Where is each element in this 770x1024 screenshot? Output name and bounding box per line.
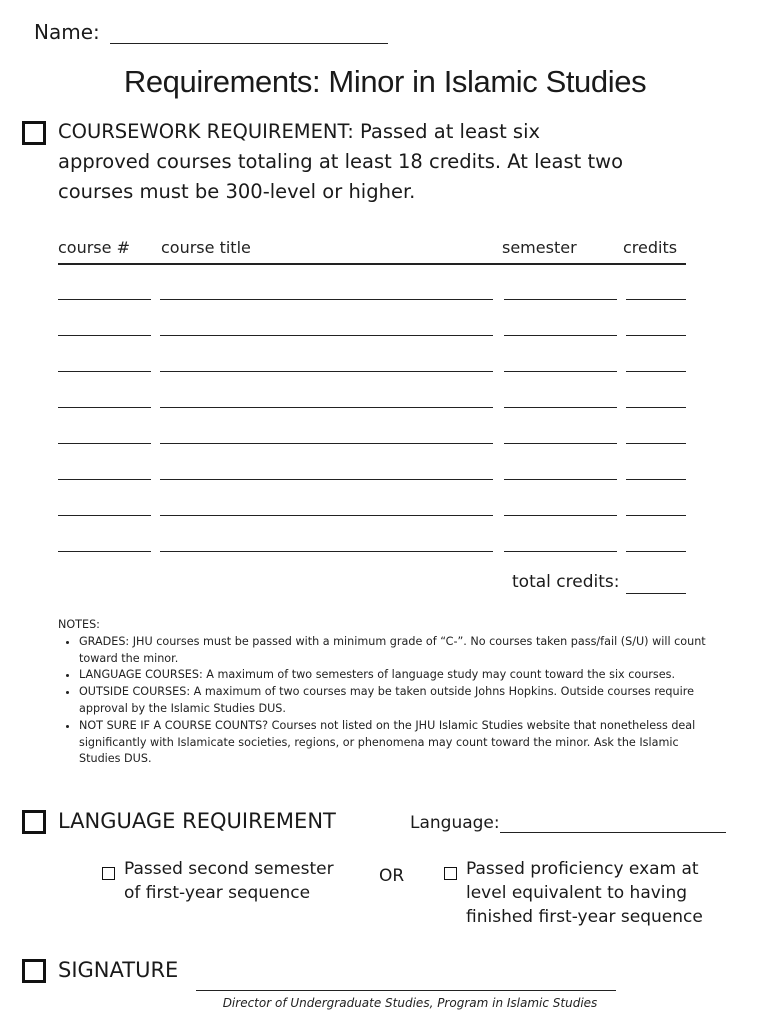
option-proficiency-exam-line-3: finished first-year sequence — [466, 907, 703, 927]
course-number-field[interactable] — [58, 479, 151, 480]
semester-field[interactable] — [504, 551, 617, 552]
coursework-text-line-1: COURSEWORK REQUIREMENT: Passed at least six — [58, 120, 541, 143]
signature-label: SIGNATURE — [58, 958, 179, 982]
notes-heading: NOTES: — [58, 618, 100, 631]
option-second-semester-text — [124, 857, 334, 905]
note-language-courses: • LANGUAGE COURSES: A maximum of two semesters of language study may count toward the six courses. — [79, 667, 718, 684]
credits-field[interactable] — [626, 551, 686, 552]
semester-field[interactable] — [504, 335, 617, 336]
column-header-semester: semester — [502, 238, 577, 257]
column-header-course-title: course title — [161, 238, 251, 257]
total-credits-field[interactable] — [626, 593, 686, 594]
option-proficiency-exam-checkbox[interactable] — [444, 867, 457, 880]
note-outside-courses: • OUTSIDE COURSES: A maximum of two courses may be taken outside Johns Hopkins. Outside courses require approval by the Islamic Studies DUS. — [79, 684, 718, 718]
credits-field[interactable] — [626, 299, 686, 300]
semester-field[interactable] — [504, 407, 617, 408]
coursework-text-line-3: courses must be 300-level or higher. — [58, 180, 416, 203]
option-second-semester-line-2: of first-year sequence — [124, 883, 311, 903]
note-grades: • GRADES: JHU courses must be passed with a minimum grade of “C-”. No courses taken pass/fail (S/U) will count toward the minor. — [79, 634, 718, 668]
credits-field[interactable] — [626, 515, 686, 516]
option-proficiency-exam-text — [466, 857, 703, 929]
course-number-field[interactable] — [58, 551, 151, 552]
course-number-field[interactable] — [58, 515, 151, 516]
language-field-label: Language: — [410, 813, 500, 833]
coursework-requirement-text — [58, 117, 758, 207]
course-number-field[interactable] — [58, 335, 151, 336]
credits-field[interactable] — [626, 335, 686, 336]
course-number-field[interactable] — [58, 299, 151, 300]
credits-field[interactable] — [626, 443, 686, 444]
course-number-field[interactable] — [58, 371, 151, 372]
language-requirement-label: LANGUAGE REQUIREMENT — [58, 809, 336, 833]
option-proficiency-exam-line-2: level equivalent to having — [466, 883, 688, 903]
page-title: Requirements: Minor in Islamic Studies — [123, 64, 647, 99]
semester-field[interactable] — [504, 299, 617, 300]
signature-field[interactable] — [196, 990, 616, 991]
course-title-field[interactable] — [160, 335, 493, 336]
semester-field[interactable] — [504, 371, 617, 372]
credits-field[interactable] — [626, 479, 686, 480]
course-number-field[interactable] — [58, 407, 151, 408]
course-title-field[interactable] — [160, 515, 493, 516]
course-title-field[interactable] — [160, 479, 493, 480]
semester-field[interactable] — [504, 515, 617, 516]
note-course-eligibility: • NOT SURE IF A COURSE COUNTS? Courses not listed on the JHU Islamic Studies website that nonetheless deal significantly with Islamicate societies, regions, or phenomena may count toward the minor. Ask the Islamic Studies DUS. — [79, 718, 718, 768]
or-label: OR — [379, 866, 405, 886]
course-title-field[interactable] — [160, 299, 493, 300]
course-title-field[interactable] — [160, 551, 493, 552]
total-credits-label: total credits: — [512, 572, 620, 592]
course-title-field[interactable] — [160, 443, 493, 444]
option-second-semester-checkbox[interactable] — [102, 867, 115, 880]
column-header-credits: credits — [623, 238, 678, 257]
option-second-semester-line-1: Passed second semester — [124, 859, 334, 879]
signature-caption: Director of Undergraduate Studies, Program in Islamic Studies — [222, 996, 598, 1010]
course-title-field[interactable] — [160, 371, 493, 372]
course-number-field[interactable] — [58, 443, 151, 444]
option-proficiency-exam-line-1: Passed proficiency exam at — [466, 859, 699, 879]
semester-field[interactable] — [504, 443, 617, 444]
signature-checkbox[interactable] — [22, 959, 46, 983]
name-label: Name: — [34, 20, 100, 44]
coursework-text-line-2: approved courses totaling at least 18 credits. At least two — [58, 150, 624, 173]
name-field[interactable] — [110, 43, 388, 44]
language-requirement-checkbox[interactable] — [22, 810, 46, 834]
credits-field[interactable] — [626, 407, 686, 408]
notes-section — [58, 617, 718, 768]
coursework-requirement-checkbox[interactable] — [22, 121, 46, 145]
table-header-rule — [58, 263, 686, 265]
credits-field[interactable] — [626, 371, 686, 372]
semester-field[interactable] — [504, 479, 617, 480]
language-field[interactable] — [500, 832, 726, 833]
course-title-field[interactable] — [160, 407, 493, 408]
column-header-course-number: course # — [58, 238, 130, 257]
